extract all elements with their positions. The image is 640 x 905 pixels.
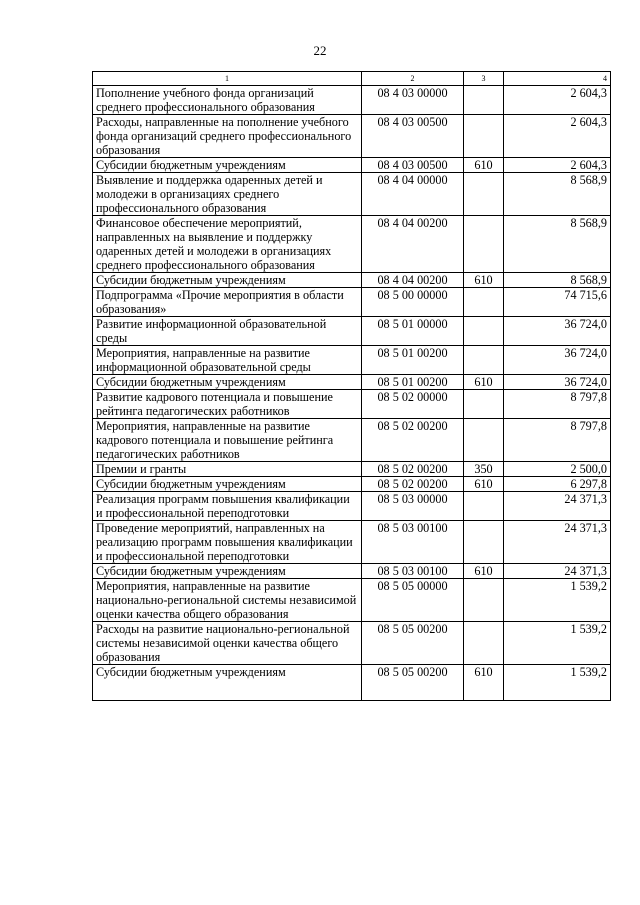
row-code: 08 5 01 00200 (362, 375, 464, 390)
row-name: Расходы на развитие национально-региональной системы независимой оценки качества общего образования (93, 622, 362, 665)
table-row (93, 288, 611, 317)
budget-table (92, 71, 611, 701)
row-expense-type (464, 115, 504, 158)
row-expense-type: 610 (464, 665, 504, 701)
table-row (93, 462, 611, 477)
row-expense-type (464, 419, 504, 462)
table-row (93, 622, 611, 665)
table-row (93, 216, 611, 273)
row-code: 08 5 03 00100 (362, 564, 464, 579)
table-row (93, 273, 611, 288)
row-code: 08 5 03 00000 (362, 492, 464, 521)
row-code: 08 4 03 00500 (362, 158, 464, 173)
row-name: Субсидии бюджетным учреждениям (93, 477, 362, 492)
row-amount: 2 500,0 (504, 462, 611, 477)
row-amount: 2 604,3 (504, 86, 611, 115)
row-code: 08 5 00 00000 (362, 288, 464, 317)
table-row (93, 86, 611, 115)
row-code: 08 5 02 00200 (362, 477, 464, 492)
row-code: 08 4 04 00200 (362, 216, 464, 273)
row-expense-type (464, 216, 504, 273)
column-header-1: 1 (93, 72, 362, 86)
row-code: 08 4 04 00000 (362, 173, 464, 216)
row-amount: 24 371,3 (504, 492, 611, 521)
table-row (93, 375, 611, 390)
column-header-2: 2 (362, 72, 464, 86)
row-expense-type (464, 346, 504, 375)
row-expense-type: 350 (464, 462, 504, 477)
table-row (93, 665, 611, 701)
row-expense-type: 610 (464, 158, 504, 173)
row-code: 08 5 02 00200 (362, 462, 464, 477)
row-amount: 36 724,0 (504, 346, 611, 375)
row-name: Проведение мероприятий, направленных на реализацию программ повышения квалификации и профессиональной переподготовки (93, 521, 362, 564)
row-code: 08 5 05 00200 (362, 665, 464, 701)
row-amount: 8 568,9 (504, 173, 611, 216)
table-row (93, 564, 611, 579)
row-name: Мероприятия, направленные на развитие информационной образовательной среды (93, 346, 362, 375)
row-expense-type: 610 (464, 375, 504, 390)
table-row (93, 521, 611, 564)
table-row (93, 115, 611, 158)
row-expense-type (464, 521, 504, 564)
row-amount: 8 797,8 (504, 390, 611, 419)
row-amount: 74 715,6 (504, 288, 611, 317)
row-amount: 1 539,2 (504, 579, 611, 622)
row-expense-type (464, 86, 504, 115)
row-expense-type (464, 492, 504, 521)
table-row (93, 390, 611, 419)
row-code: 08 5 05 00000 (362, 579, 464, 622)
row-name: Выявление и поддержка одаренных детей и молодежи в организациях среднего профессионального образования (93, 173, 362, 216)
table-row (93, 317, 611, 346)
row-name: Финансовое обеспечение мероприятий, направленных на выявление и поддержку одаренных детей и молодежи в организациях среднего профессионального образования (93, 216, 362, 273)
row-name: Расходы, направленные на пополнение учебного фонда организаций среднего профессионального образования (93, 115, 362, 158)
column-header-4: 4 (504, 72, 611, 86)
table-row (93, 492, 611, 521)
page-number: 22 (313, 43, 327, 58)
table-row (93, 346, 611, 375)
row-name: Премии и гранты (93, 462, 362, 477)
row-amount: 24 371,3 (504, 521, 611, 564)
row-name: Развитие кадрового потенциала и повышение рейтинга педагогических работников (93, 390, 362, 419)
table-row (93, 158, 611, 173)
row-name: Субсидии бюджетным учреждениям (93, 375, 362, 390)
row-expense-type (464, 390, 504, 419)
row-amount: 8 568,9 (504, 216, 611, 273)
table-row (93, 173, 611, 216)
row-expense-type: 610 (464, 273, 504, 288)
row-name: Реализация программ повышения квалификации и профессиональной переподготовки (93, 492, 362, 521)
row-amount: 2 604,3 (504, 158, 611, 173)
row-amount: 24 371,3 (504, 564, 611, 579)
row-amount: 1 539,2 (504, 665, 611, 701)
row-code: 08 5 03 00100 (362, 521, 464, 564)
row-code: 08 5 01 00200 (362, 346, 464, 375)
row-code: 08 5 05 00200 (362, 622, 464, 665)
row-code: 08 5 01 00000 (362, 317, 464, 346)
row-name: Мероприятия, направленные на развитие национально-региональной системы независимой оценки качества общего образования (93, 579, 362, 622)
row-code: 08 5 02 00200 (362, 419, 464, 462)
row-name: Мероприятия, направленные на развитие кадрового потенциала и повышение рейтинга педагогических работников (93, 419, 362, 462)
row-amount: 1 539,2 (504, 622, 611, 665)
column-header-3: 3 (464, 72, 504, 86)
row-name: Подпрограмма «Прочие мероприятия в области образования» (93, 288, 362, 317)
row-code: 08 4 04 00200 (362, 273, 464, 288)
row-expense-type: 610 (464, 564, 504, 579)
row-expense-type (464, 579, 504, 622)
table-row (93, 477, 611, 492)
row-amount: 8 568,9 (504, 273, 611, 288)
row-name: Субсидии бюджетным учреждениям (93, 158, 362, 173)
row-name: Пополнение учебного фонда организаций среднего профессионального образования (93, 86, 362, 115)
column-number-row (93, 72, 611, 86)
row-expense-type (464, 317, 504, 346)
row-expense-type (464, 622, 504, 665)
row-name: Субсидии бюджетным учреждениям (93, 564, 362, 579)
row-code: 08 5 02 00000 (362, 390, 464, 419)
row-expense-type (464, 288, 504, 317)
row-name: Субсидии бюджетным учреждениям (93, 273, 362, 288)
row-name: Развитие информационной образовательной среды (93, 317, 362, 346)
row-amount: 36 724,0 (504, 375, 611, 390)
row-code: 08 4 03 00500 (362, 115, 464, 158)
row-name: Субсидии бюджетным учреждениям (93, 665, 362, 701)
row-expense-type: 610 (464, 477, 504, 492)
row-amount: 36 724,0 (504, 317, 611, 346)
row-amount: 6 297,8 (504, 477, 611, 492)
row-amount: 8 797,8 (504, 419, 611, 462)
table-row (93, 579, 611, 622)
row-code: 08 4 03 00000 (362, 86, 464, 115)
table-row (93, 419, 611, 462)
row-amount: 2 604,3 (504, 115, 611, 158)
row-expense-type (464, 173, 504, 216)
